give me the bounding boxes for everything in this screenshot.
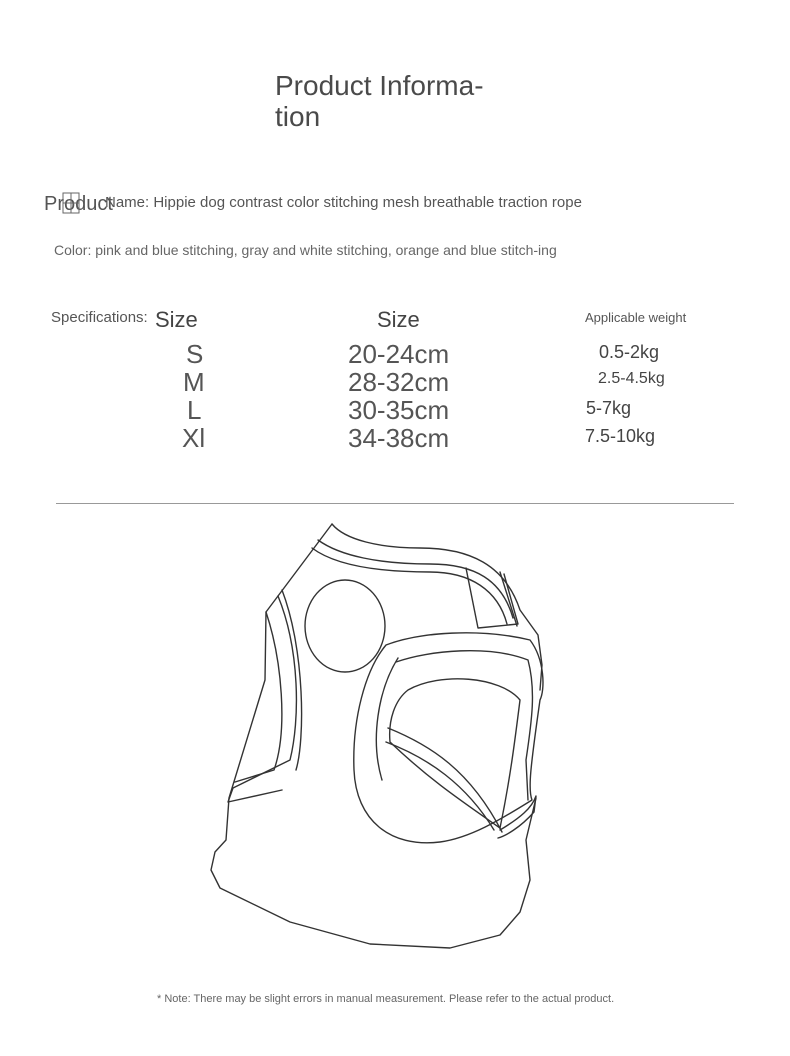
harness-vest-illustration (200, 515, 560, 955)
size-cell: Xl (182, 423, 206, 453)
weight-cell: 2.5-4.5kg (598, 370, 665, 387)
size-cell: M (183, 367, 205, 397)
label-icon (60, 191, 82, 215)
color-info: Color: pink and blue stitching, gray and white stitching, orange and blue stitch-ing (54, 242, 557, 258)
weight-cell: 5-7kg (586, 398, 632, 418)
range-cell: 20-24cm (348, 339, 450, 369)
measurement-note: * Note: There may be slight errors in manual measurement. Please refer to the actual product. (157, 993, 615, 1005)
specifications-label: Specifications: (51, 309, 148, 326)
range-cell: 34-38cm (348, 423, 450, 453)
weight-column-header: Applicable weight (585, 310, 687, 325)
size-cell: S (186, 339, 204, 369)
size-column-header: Size (155, 307, 198, 332)
range-cell: 30-35cm (348, 395, 450, 425)
size-cell: L (187, 395, 202, 425)
range-column-header: Size (377, 307, 420, 332)
page-title: Product Informa- tion (275, 70, 484, 132)
product-label: Product (44, 193, 113, 215)
weight-cell: 7.5-10kg (585, 426, 656, 446)
range-cell: 28-32cm (348, 367, 450, 397)
divider (56, 503, 734, 504)
weight-cell: 0.5-2kg (599, 342, 660, 362)
product-name: Name: Hippie dog contrast color stitching mesh breathable traction rope (105, 194, 582, 211)
